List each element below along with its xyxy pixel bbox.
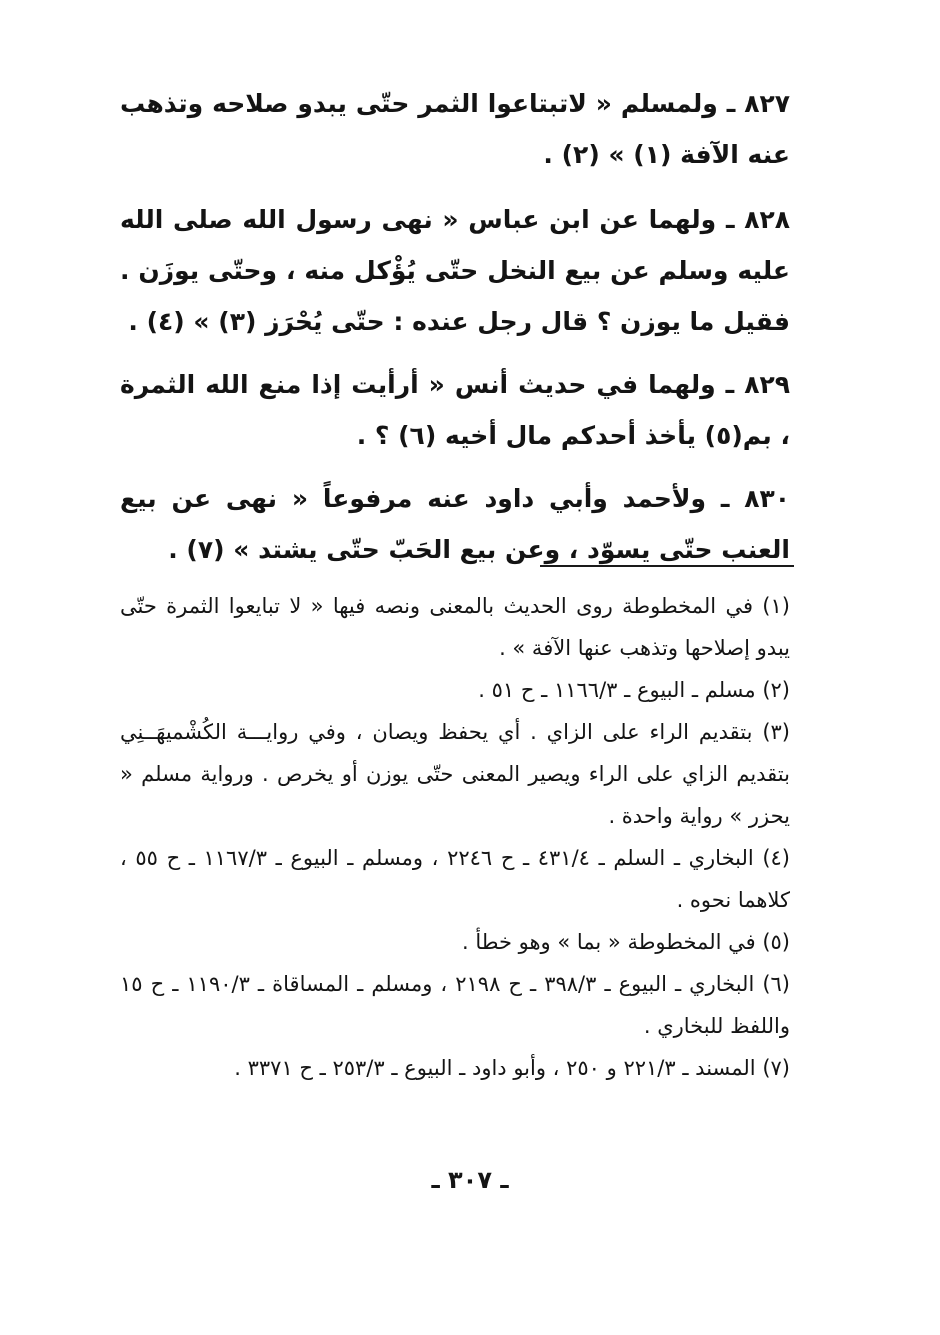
hadith-827: ٨٢٧ ـ ولمسلم « لاتبتاعوا الثمر حتّى يبدو صلاحه وتذهب عنه الآفة (١) » (٢) .: [120, 89, 790, 169]
footnote-divider: [540, 565, 794, 567]
footnote-7: (٧) المسند ـ ٢٢١/٣ و ٢٥٠ ، وأبو داود ـ البيوع ـ ٢٥٣/٣ ـ ح ٣٣٧١ .: [234, 1056, 790, 1080]
footnote-2: (٢) مسلم ـ البيوع ـ ١١٦٦/٣ ـ ح ٥١ .: [478, 678, 790, 702]
footnotes-section: [120, 585, 790, 1089]
footnote-4: (٤) البخاري ـ السلم ـ ٤٣١/٤ ـ ح ٢٢٤٦ ، ومسلم ـ البيوع ـ ١١٦٧/٣ ـ ح ٥٥ ، كلاهما نحوه .: [120, 846, 790, 912]
hadith-830: ٨٣٠ ـ ولأحمد وأبي داود عنه مرفوعاً « نهى عن بيع العنب حتّى يسوّد ، وعن بيع الحَبّ حتّى يشتد » (٧) .: [120, 484, 790, 564]
hadith-828: ٨٢٨ ـ ولهما عن ابن عباس « نهى رسول الله صلى الله عليه وسلم عن بيع النخل حتّى يُؤْكل منه ، وحتّى يوزَن . فقيل ما يوزن ؟ قال رجل عنده : حتّى يُحْرَز (٣) » (٤) .: [120, 205, 790, 336]
hadith-section: [120, 78, 790, 589]
footnote-5: (٥) في المخطوطة « بما » وهو خطأ .: [461, 930, 790, 954]
hadith-829: ٨٢٩ ـ ولهما في حديث أنس « أرأيت إذا منع الله الثمرة ، بم(٥) يأخذ أحدكم مال أخيه (٦) ؟ .: [120, 370, 790, 450]
footnote-1: (١) في المخطوطة روى الحديث بالمعنى ونصه فيها « لا تبايعوا الثمرة حتّى يبدو إصلاحها وتذهب عنها الآفة » .: [120, 594, 790, 660]
footnote-3: (٣) بتقديم الراء على الزاي . أي يحفظ ويصان ، وفي روايـــة الكُشْميهَــنِي بتقديم الزاي على الراء ويصير المعنى حتّى يوزن أو يخرص . ورواية مسلم « يحزر » رواية واحدة .: [120, 720, 790, 828]
footnote-6: (٦) البخاري ـ البيوع ـ ٣٩٨/٣ ـ ح ٢١٩٨ ، ومسلم ـ المساقاة ـ ١١٩٠/٣ ـ ح ١٥ واللفظ للبخاري .: [120, 972, 790, 1038]
page-number: ـ ٣٠٧ ـ: [431, 1166, 509, 1194]
